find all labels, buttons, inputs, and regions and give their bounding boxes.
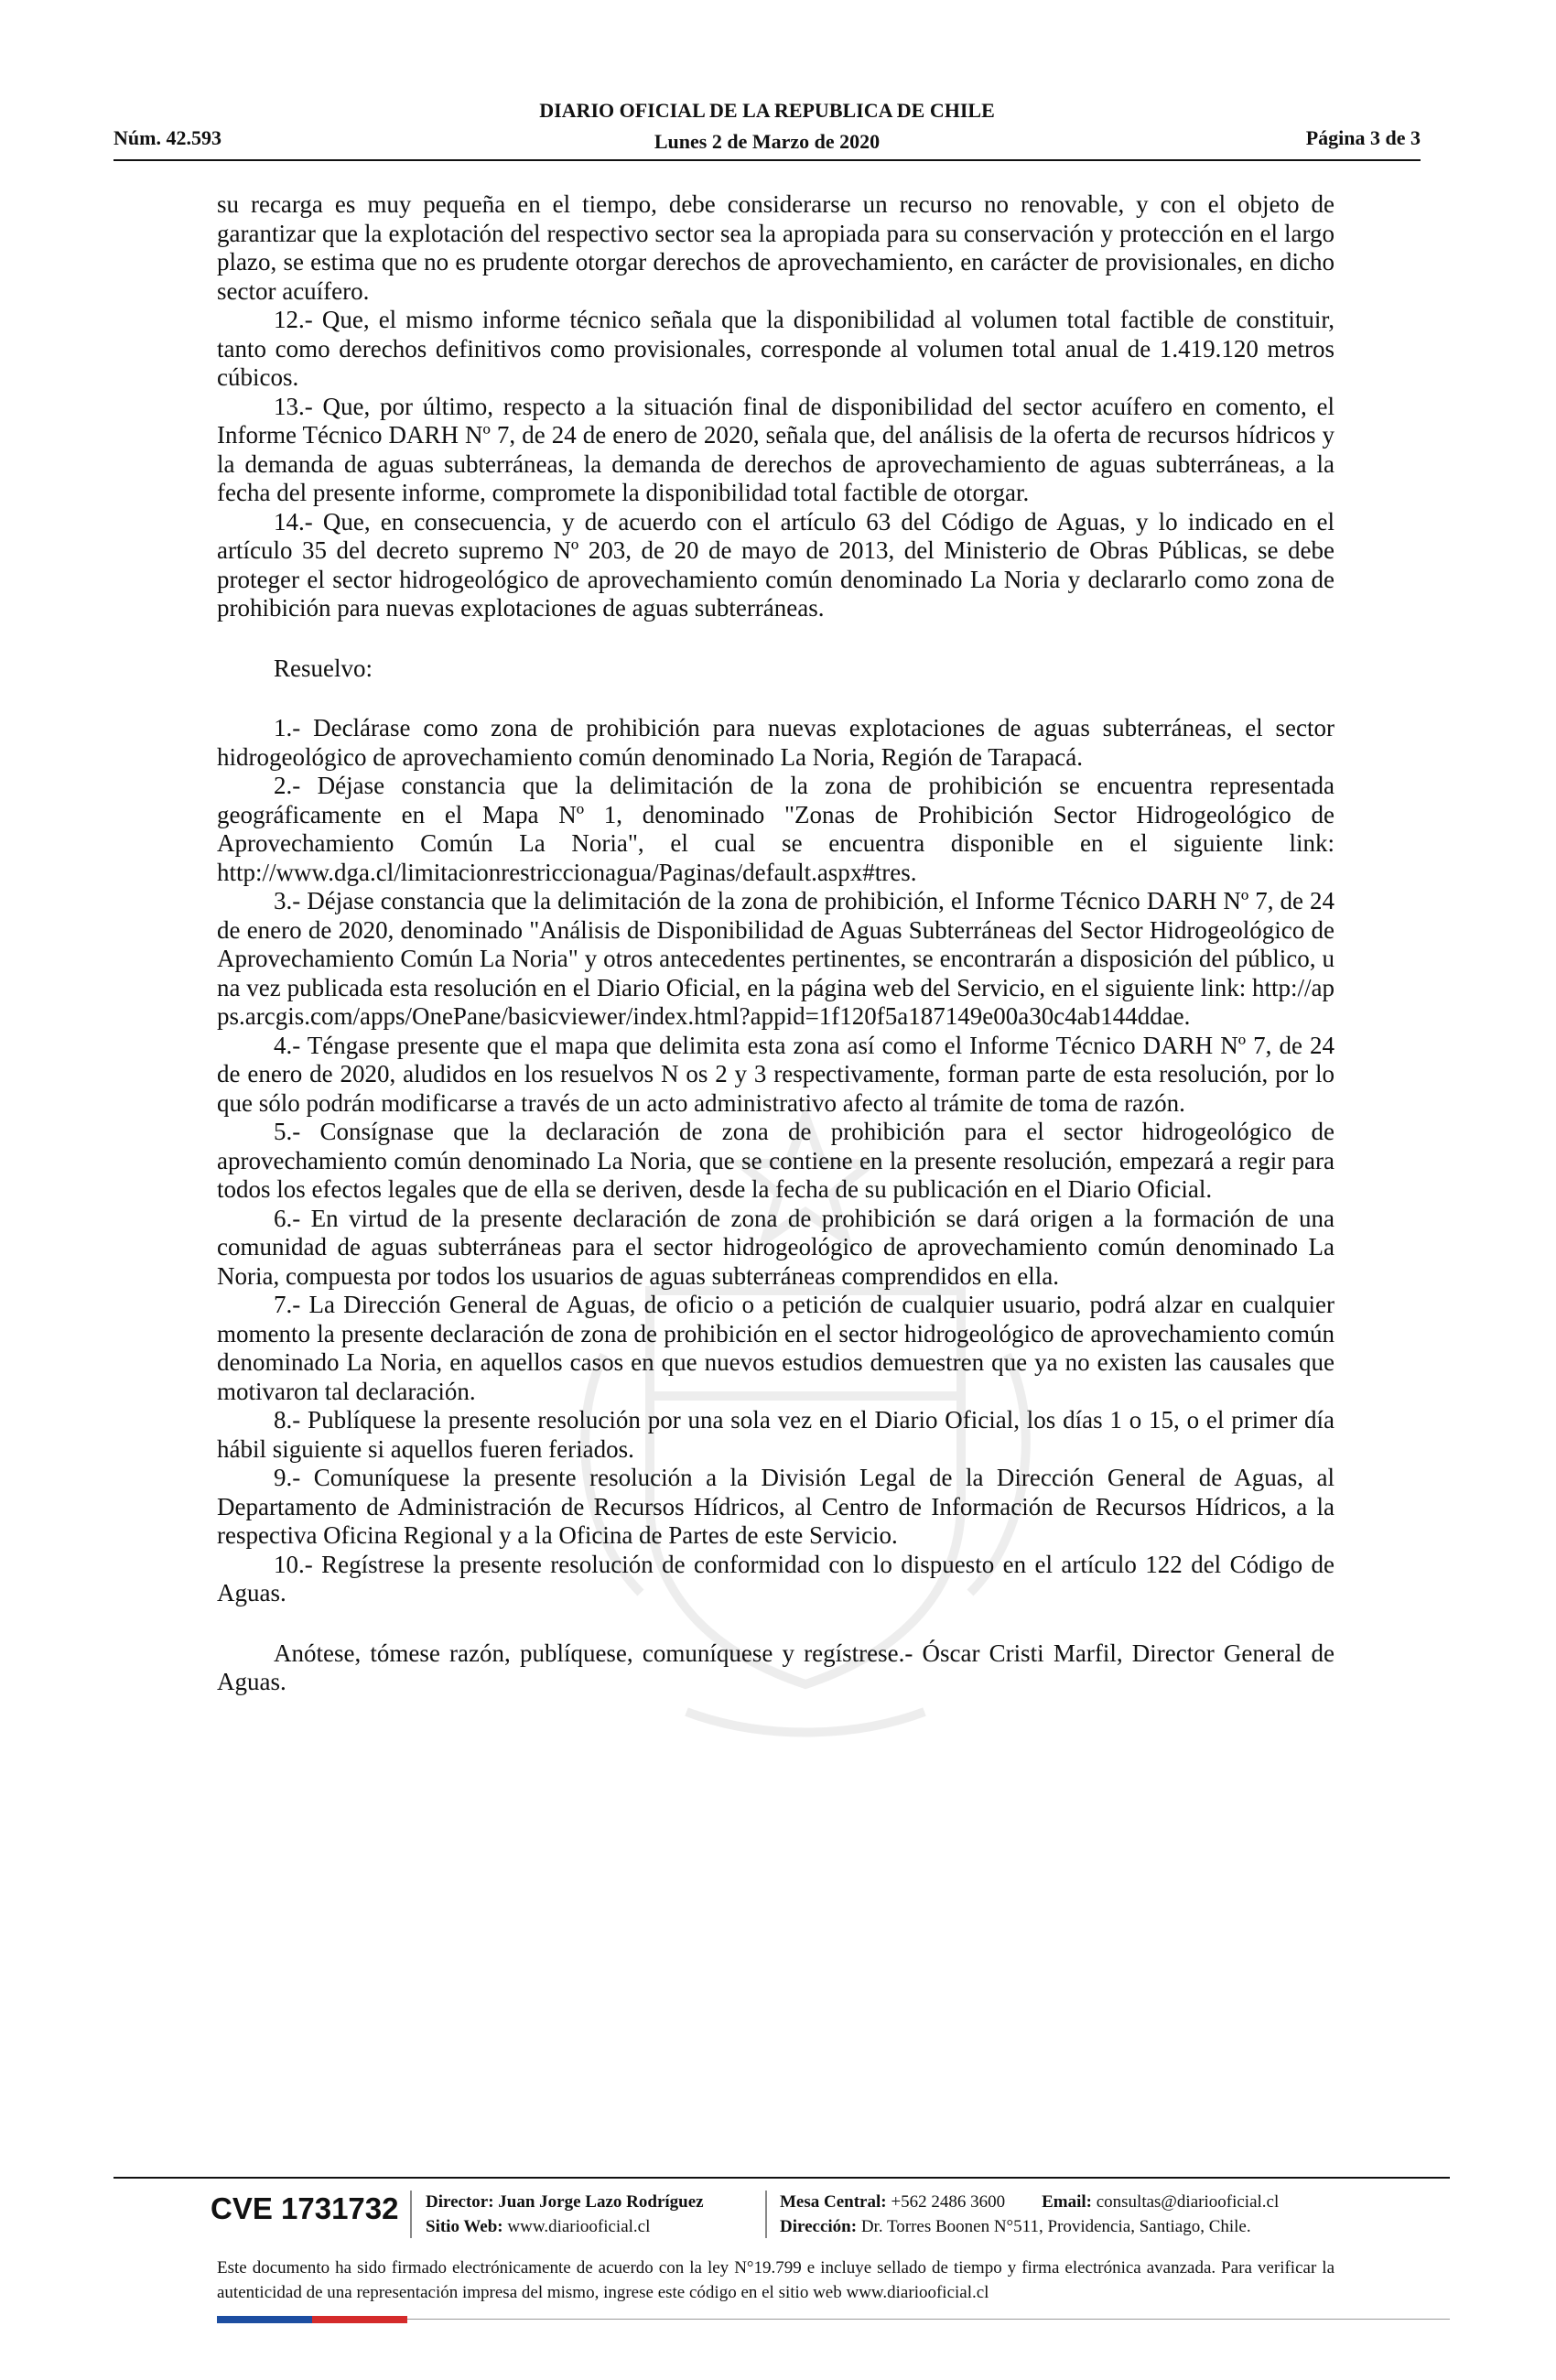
publication-date: Lunes 2 de Marzo de 2020	[654, 130, 881, 153]
paragraph: 1.- Declárase como zona de prohibición para nuevas explotaciones de aguas subterráneas, el sector hidrogeológico de aprovechamiento común denominado La Noria, Región de Tarapacá.	[217, 714, 1334, 771]
address-text: Dr. Torres Boonen N°511, Providencia, Santiago, Chile.	[860, 2217, 1251, 2236]
director-name: Juan Jorge Lazo Rodríguez	[498, 2192, 704, 2212]
paragraph: 10.- Regístrese la presente resolución de conformidad con lo dispuesto en el artículo 122 del Código de Aguas.	[217, 1550, 1334, 1606]
paragraph: 13.- Que, por último, respecto a la situación final de disponibilidad del sector acuífero en comento, el Informe Técnico DARH Nº 7, de 24 de enero de 2020, señala que, del análisis de la oferta de recursos hídricos y la demanda de aguas subterráneas, la demanda de derechos de aprovechamiento de aguas subterráneas, a la fecha del presente informe, compromete la disponibilidad total factible de otorgar.	[217, 392, 1334, 506]
publication-title: DIARIO OFICIAL DE LA REPUBLICA DE CHILE	[539, 99, 995, 122]
footer-director-block	[426, 2190, 704, 2239]
spacer	[217, 683, 1334, 714]
paragraph: 2.- Déjase constancia que la delimitación de la zona de prohibición se encuentra representada geográficamente en el Mapa Nº 1, denominado "Zonas de Prohibición Sector Hidrogeológico de Aprovechamiento Común La Noria", el cual se encuentra disponible en el siguiente link: http://www.dga.cl/limitacionrestriccionagua/Paginas/default.aspx#tres.	[217, 772, 1334, 886]
page-header	[113, 92, 1421, 156]
paragraph: 14.- Que, en consecuencia, y de acuerdo con el artículo 63 del Código de Aguas, y lo indicado en el artículo 35 del decreto supremo Nº 203, de 20 de mayo de 2013, del Ministerio de Obras Públicas, se debe proteger el sector hidrogeológico de aprovechamiento común denominado La Noria y declararlo como zona de prohibición para nuevas explotaciones de aguas subterráneas.	[217, 507, 1334, 622]
paragraph: 4.- Téngase presente que el mapa que delimita esta zona así como el Informe Técnico DARH Nº 7, de 24 de enero de 2020, aludidos en los resuelvos N os 2 y 3 respectivamente, forman parte de esta resolución, por lo que sólo podrán modificarse a través de un acto administrativo afecto al trámite de toma de razón.	[217, 1031, 1334, 1117]
paragraph: 6.- En virtud de la presente declaración de zona de prohibición se dará origen a la formación de una comunidad de aguas subterráneas para el sector hidrogeológico de aprovechamiento común denominado La Noria, compuesta por todos los usuarios de aguas subterráneas comprendidos en ella.	[217, 1204, 1334, 1290]
footer-divider	[113, 2177, 1450, 2179]
phone-number: +562 2486 3600	[891, 2192, 1006, 2212]
bottom-divider	[407, 2319, 1450, 2320]
website-link[interactable]: www.diariooficial.cl	[507, 2217, 651, 2236]
footer-separator	[410, 2191, 412, 2238]
phone-label: Mesa Central:	[780, 2192, 887, 2212]
paragraph: 12.- Que, el mismo informe técnico señala que la disponibilidad al volumen total factible de constituir, tanto como derechos definitivos como provisionales, corresponde al volumen total anual de 1.419.120 metros cúbicos.	[217, 306, 1334, 391]
paragraph: 5.- Consígnase que la declaración de zona de prohibición para el sector hidrogeológico de aprovechamiento común denominado La Noria, que se contiene en la presente resolución, empezará a regir para todos los efectos legales que de ella se deriven, desde la fecha de su publicación en el Diario Oficial.	[217, 1118, 1334, 1203]
header-divider	[113, 159, 1421, 161]
cve-code: CVE 1731732	[211, 2191, 399, 2225]
flag-stripe	[217, 2316, 407, 2323]
document-body	[217, 190, 1334, 1697]
spacer	[217, 623, 1334, 654]
paragraph: 3.- Déjase constancia que la delimitación de la zona de prohibición, el Informe Técnico DARH Nº 7, de 24 de enero de 2020, denominado "Análisis de Disponibilidad de Aguas Subterráneas del Sector Hidrogeológico de Aprovechamiento Común La Noria" y otros antecedentes pertinentes, se encontrarán a disposición del público, una vez publicada esta resolución en el Diario Oficial, en la página web del Servicio, en el siguiente link: http://apps.arcgis.com/apps/OnePane/basicviewer/index.html?appid=1f120f5a187149e00a30c4ab144ddae.	[217, 887, 1334, 1030]
footer-contact-block	[780, 2190, 1279, 2239]
legal-notice: Este documento ha sido firmado electrónicamente de acuerdo con la ley N°19.799 e incluye sellado de tiempo y firma electrónica avanzada. Para verificar la autenticidad de una representación impresa del mismo, ingrese este código en el sitio web www.diariooficial.cl	[217, 2258, 1334, 2302]
spacer	[217, 1608, 1334, 1639]
email-link[interactable]: consultas@diariooficial.cl	[1096, 2192, 1280, 2212]
website-label: Sitio Web:	[426, 2217, 503, 2236]
resuelvo-heading: Resuelvo:	[274, 654, 373, 682]
signature-paragraph: Anótese, tómese razón, publíquese, comuníquese y regístrese.- Óscar Cristi Marfil, Director General de Aguas.	[217, 1639, 1334, 1695]
director-label: Director:	[426, 2192, 494, 2212]
paragraph: 8.- Publíquese la presente resolución por una sola vez en el Diario Oficial, los días 1 o 15, o el primer día hábil siguiente si aquellos fueren feriados.	[217, 1406, 1334, 1463]
email-label: Email:	[1042, 2192, 1092, 2212]
header-center	[113, 95, 1421, 157]
footer-separator	[765, 2191, 767, 2238]
paragraph: 9.- Comuníquese la presente resolución a la División Legal de la Dirección General de Aguas, al Departamento de Administración de Recursos Hídricos, al Centro de Información de Recursos Hídricos, a la respectiva Oficina Regional y a la Oficina de Partes de este Servicio.	[217, 1464, 1334, 1549]
address-label: Dirección:	[780, 2217, 858, 2236]
flag-blue-segment	[217, 2316, 312, 2323]
issue-number: Núm. 42.593	[113, 126, 222, 149]
paragraph: 7.- La Dirección General de Aguas, de oficio o a petición de cualquier usuario, podrá alzar en cualquier momento la presente declaración de zona de prohibición en el sector hidrogeológico de aprovechamiento común denominado La Noria, en aquellos casos en que nuevos estudios demuestren que ya no existen las causales que motivaron tal declaración.	[217, 1291, 1334, 1405]
flag-red-segment	[312, 2316, 407, 2323]
paragraph: su recarga es muy pequeña en el tiempo, debe considerarse un recurso no renovable, y con el objeto de garantizar que la explotación del respectivo sector sea la apropiada para su conservación y protección en el largo plazo, se estima que no es prudente otorgar derechos de aprovechamiento, en carácter de provisionales, en dicho sector acuífero.	[217, 190, 1334, 305]
page-number: Página 3 de 3	[1305, 126, 1421, 149]
